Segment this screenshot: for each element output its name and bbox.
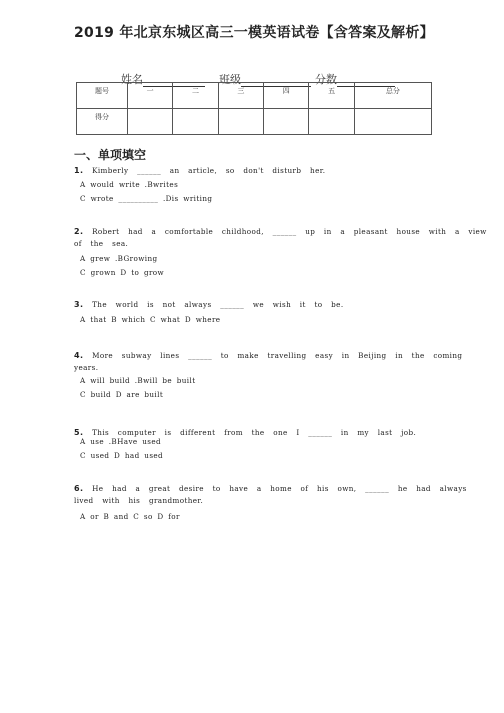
question-stem: More subway lines ______ to make travelling easy in Beijing in the coming years. bbox=[74, 351, 463, 372]
class-label: 班级 bbox=[219, 73, 241, 86]
score-cell bbox=[128, 109, 173, 135]
question-stem: Robert had a comfortable childhood, ______ up in a pleasant house with a view of the sea. bbox=[74, 227, 487, 248]
score-table bbox=[76, 82, 432, 135]
row-label: 得分 bbox=[77, 109, 128, 135]
question-2-options-line-2: C grown D to grow bbox=[80, 268, 165, 277]
question-1-options-line-2: C wrote __________ .Dis writing bbox=[80, 194, 213, 203]
score-label: 分数 bbox=[315, 73, 337, 86]
question-number: 2. bbox=[74, 227, 84, 236]
question-stem: He had a great desire to have a home of his own, ______ he had always lived with his grandmother. bbox=[74, 484, 467, 505]
question-1 bbox=[74, 165, 490, 177]
question-4-options-line-1: A will build .Bwill be built bbox=[80, 376, 196, 385]
question-stem: The world is not always ______ we wish it to be. bbox=[92, 300, 344, 309]
section-title: 一、单项填空 bbox=[74, 148, 147, 162]
score-cell bbox=[218, 109, 263, 135]
question-number: 1. bbox=[74, 166, 84, 175]
score-cell bbox=[309, 109, 354, 135]
question-5-options-line-1: A use .BHave used bbox=[80, 437, 162, 446]
score-table-row bbox=[77, 109, 432, 135]
question-2 bbox=[74, 226, 490, 250]
question-4 bbox=[74, 350, 490, 374]
header-cell: 五 bbox=[309, 83, 354, 109]
header-cell: 三 bbox=[218, 83, 263, 109]
name-label: 姓名 bbox=[121, 73, 143, 86]
header-cell: 二 bbox=[173, 83, 218, 109]
score-cell bbox=[264, 109, 309, 135]
question-3-options-line-1: A that B which C what D where bbox=[80, 315, 221, 324]
header-cell: 题号 bbox=[77, 83, 128, 109]
score-cell bbox=[173, 109, 218, 135]
question-number: 3. bbox=[74, 300, 84, 309]
page-title: 2019 年北京东城区高三一模英语试卷【含答案及解析】 bbox=[74, 25, 434, 41]
question-4-options-line-2: C build D are built bbox=[80, 390, 164, 399]
question-stem: Kimberly ______ an article, so don't disturb her. bbox=[92, 166, 326, 175]
question-3 bbox=[74, 299, 490, 311]
header-cell: 总分 bbox=[354, 83, 431, 109]
question-number: 4. bbox=[74, 351, 84, 360]
score-cell bbox=[354, 109, 431, 135]
header-cell: 一 bbox=[128, 83, 173, 109]
question-6-options-line-1: A or B and C so D for bbox=[80, 512, 180, 521]
question-1-options-line-1: A would write .Bwrites bbox=[80, 180, 179, 189]
score-table-header-row bbox=[77, 83, 432, 109]
question-5-options-line-2: C used D had used bbox=[80, 451, 164, 460]
question-6 bbox=[74, 483, 490, 507]
question-stem: This computer is different from the one I ______ in my last job. bbox=[92, 428, 417, 437]
question-2-options-line-1: A grew .BGrowing bbox=[80, 254, 158, 263]
question-number: 5. bbox=[74, 428, 84, 437]
header-cell: 四 bbox=[264, 83, 309, 109]
question-number: 6. bbox=[74, 484, 84, 493]
